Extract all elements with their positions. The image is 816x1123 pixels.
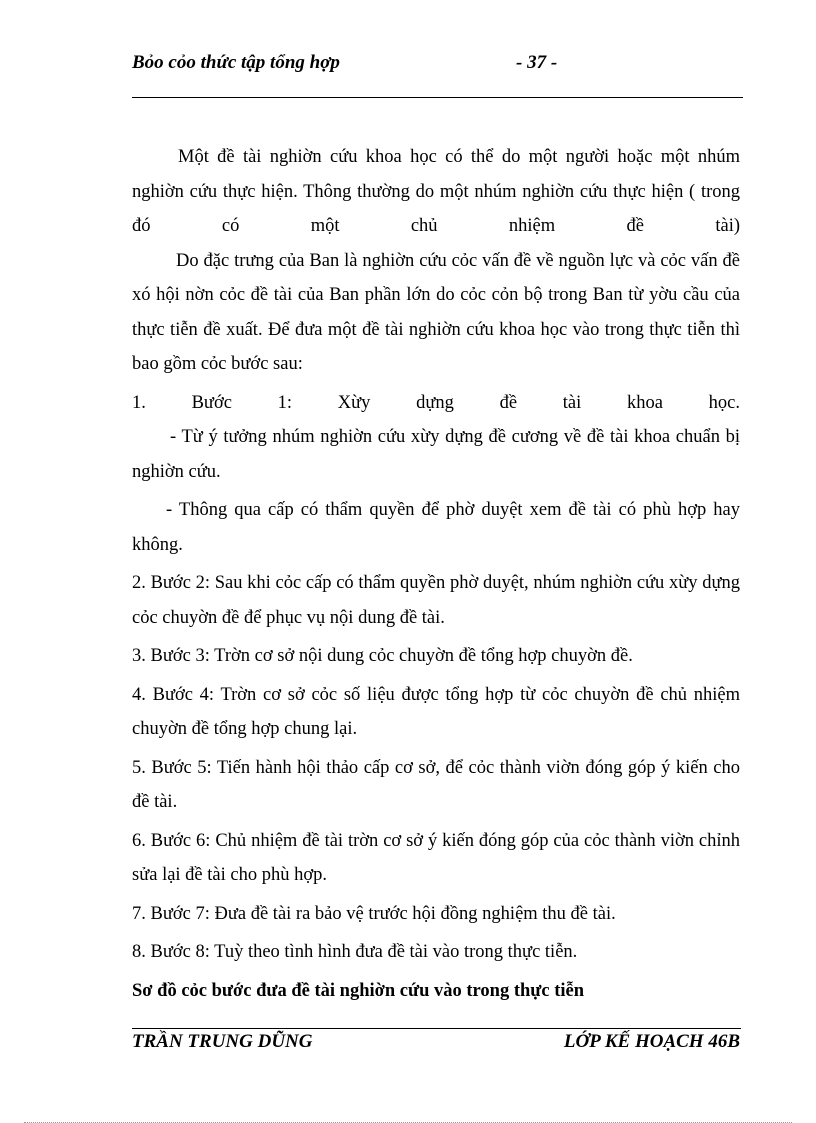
step-6: 6. Bước 6: Chủ nhiệm đề tài trờn cơ sở ý kiến đóng góp của cỏc thành viờn chỉnh sửa lại đề tài cho phù hợp. bbox=[132, 830, 740, 885]
header-rule bbox=[132, 97, 743, 98]
step-5: 5. Bước 5: Tiến hành hội thảo cấp cơ sở, để cỏc thành viờn đóng góp ý kiến cho đề tài. bbox=[132, 757, 740, 812]
step-1-item-b: - Thông qua cấp có thẩm quyền để phờ duyệt xem đề tài có phù hợp hay không. bbox=[132, 500, 740, 555]
page-body bbox=[132, 140, 740, 1008]
step-7: 7. Bước 7: Đưa đề tài ra bảo vệ trước hội đồng nghiệm thu đề tài. bbox=[132, 903, 616, 924]
paragraph-1-line-2: nghiờn cứu thực hiện. Thông thường do một nhúm nghiờn cứu thực hiện ( trong bbox=[132, 181, 740, 202]
footer-rule bbox=[132, 1028, 741, 1029]
paragraph-1-line-1: Một đề tài nghiờn cứu khoa học có thể do một người hoặc một nhúm bbox=[178, 147, 740, 167]
page-header bbox=[132, 50, 742, 80]
page-number: - 37 - bbox=[516, 52, 558, 73]
step-1-item-a: - Từ ý tưởng nhúm nghiờn cứu xừy dựng đề cương về đề tài khoa chuẩn bị nghiờn cứu. bbox=[132, 427, 740, 482]
step-3: 3. Bước 3: Trờn cơ sở nội dung cỏc chuyờn đề tổng hợp chuyờn đề. bbox=[132, 646, 633, 666]
paragraph-1-line-3: đó có một chủ nhiệm đề tài) bbox=[132, 216, 740, 236]
diagram-heading: Sơ đồ cỏc bước đưa đề tài nghiờn cứu vào trong thực tiễn bbox=[132, 980, 585, 1001]
report-title: Bỏo cỏo thức tập tổng hợp bbox=[132, 52, 340, 73]
footer-author: TRẦN TRUNG DŨNG bbox=[132, 1031, 313, 1052]
paragraph-2: Do đặc trưng của Ban là nghiờn cứu cỏc vấn đề về nguồn lực và cỏc vấn đề xó hội nờn cỏc đề tài của Ban phần lớn do cỏc cỏn bộ trong Ban từ yờu cầu của thực tiễn đề xuất. Để đưa một đề tài nghiờn cứu khoa học vào trong thực tiễn thì bao gồm cỏc bước sau: bbox=[132, 250, 740, 374]
step-8: 8. Bước 8: Tuỳ theo tình hình đưa đề tài vào trong thực tiễn. bbox=[132, 942, 578, 962]
step-1: 1. Bước 1: Xừy dựng đề tài khoa học. bbox=[132, 392, 740, 413]
step-4: 4. Bước 4: Trờn cơ sở cỏc số liệu được tổng hợp từ cỏc chuyờn đề chủ nhiệm chuyờn đề tổng hợp chung lại. bbox=[132, 684, 740, 739]
step-2: 2. Bước 2: Sau khi cỏc cấp có thẩm quyền phờ duyệt, nhúm nghiờn cứu xừy dựng cỏc chuyờn đề để phục vụ nội dung đề tài. bbox=[132, 573, 740, 628]
footer-class: LỚP KẾ HOẠCH 46B bbox=[563, 1031, 740, 1052]
